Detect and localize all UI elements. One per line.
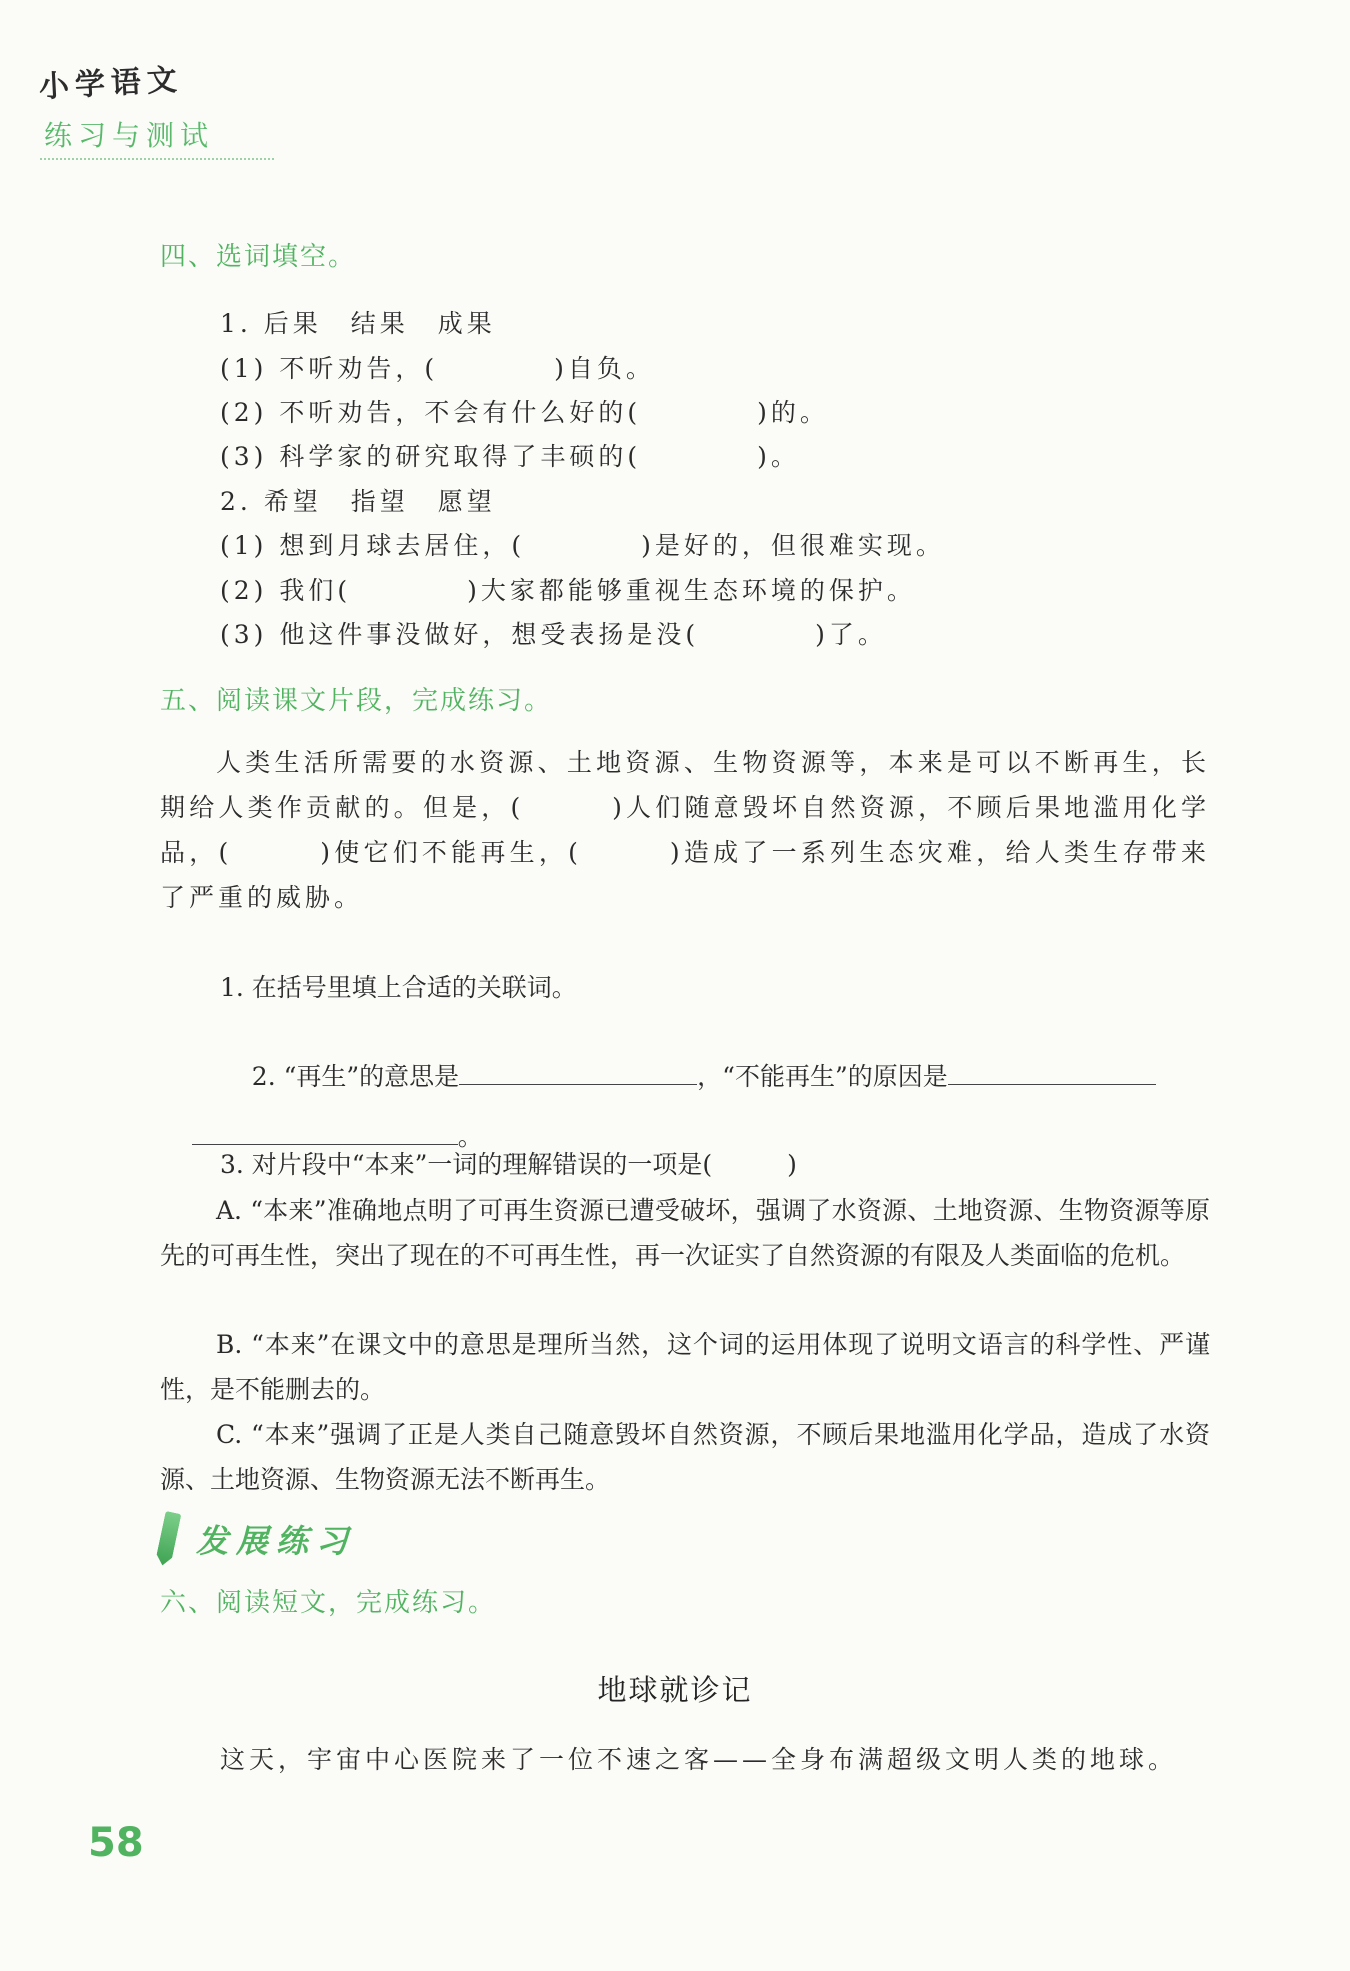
book-title: 小学语文	[38, 62, 184, 106]
development-practice-label: 发展练习	[196, 1522, 357, 1560]
story-first-line: 这天，宇宙中心医院来了一位不速之客——全身布满超级文明人类的地球。	[220, 1745, 1178, 1774]
section-4-heading: 四、选词填空。	[160, 242, 357, 272]
book-subtitle: 练习与测试	[40, 112, 274, 160]
section-5-heading: 五、阅读课文片段，完成练习。	[160, 686, 553, 716]
answer-blank[interactable]	[948, 1083, 1156, 1085]
answer-blank[interactable]	[459, 1083, 697, 1085]
option-a: A. “本来”准确地点明了可再生资源已遭受破坏，强调了水资源、土地资源、生物资源等原先的可再生性，突出了现在的不可再生性，再一次证实了自然资源的有限及人类面临的危机。	[160, 1196, 1210, 1270]
group-1-question-2: (2) 不听劝告，不会有什么好的( )的。	[220, 398, 829, 427]
story-title: 地球就诊记	[597, 1673, 753, 1707]
section-6-heading: 六、阅读短文，完成练习。	[160, 1588, 497, 1618]
option-c: C. “本来”强调了正是人类自己随意毁坏自然资源，不顾后果地滥用化学品，造成了水资源、土地资源、生物资源无法不断再生。	[160, 1420, 1210, 1494]
group-1-words: 1. 后果 结果 成果	[220, 309, 496, 338]
reading-passage: 人类生活所需要的水资源、土地资源、生物资源等，本来是可以不断再生，长期给人类作贡献的。但是，( )人们随意毁坏自然资源，不顾后果地滥用化学品，( )使它们不能再生，( )造成了一系列生态灾难，给人类生存带来了严重的威胁。	[160, 748, 1210, 912]
question-2-end: 。	[457, 1122, 483, 1151]
question-1: 1. 在括号里填上合适的关联词。	[220, 973, 577, 1002]
group-1-question-1: (1) 不听劝告，( )自负。	[220, 354, 655, 383]
question-2-part-a: 2. “再生”的意思是	[251, 1062, 460, 1091]
group-1-question-3: (3) 科学家的研究取得了丰硕的( )。	[220, 442, 800, 471]
book-header	[40, 62, 274, 160]
group-2-question-2: (2) 我们( )大家都能够重视生态环境的保护。	[220, 576, 916, 605]
page-number: 58	[88, 1820, 144, 1866]
question-2-part-b: ，“不能再生”的原因是	[697, 1062, 948, 1091]
group-2-words: 2. 希望 指望 愿望	[220, 487, 496, 516]
development-practice-banner	[160, 1512, 356, 1566]
question-3: 3. 对片段中“本来”一词的理解错误的一项是( )	[220, 1150, 797, 1179]
group-2-question-1: (1) 想到月球去居住，( )是好的，但很难实现。	[220, 531, 945, 560]
pencil-icon	[155, 1511, 182, 1567]
group-2-question-3: (3) 他这件事没做好，想受表扬是没( )了。	[220, 620, 887, 649]
option-b: B. “本来”在课文中的意思是理所当然，这个词的运用体现了说明文语言的科学性、严谨性，是不能删去的。	[160, 1330, 1210, 1404]
